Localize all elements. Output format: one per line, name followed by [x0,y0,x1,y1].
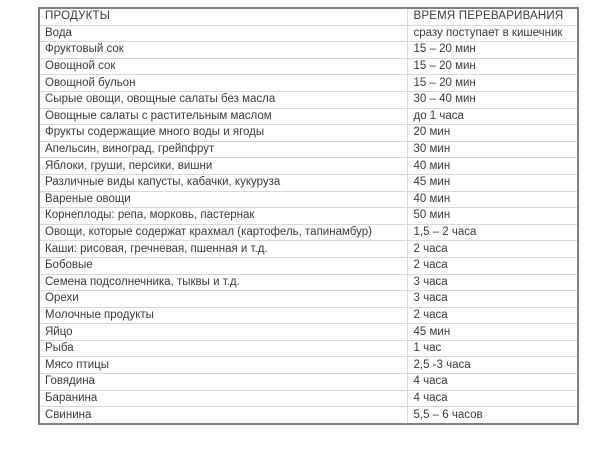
table-row [39,208,578,225]
time-cell: 45 мин [407,174,578,191]
time-cell: 4 часа [407,374,578,391]
column-header-time: ВРЕМЯ ПЕРЕВАРИВАНИЯ [407,8,578,25]
time-cell: 15 – 20 мин [407,42,578,59]
product-cell: Рыба [39,340,407,357]
table-row [39,340,578,357]
table-row [39,374,578,391]
time-cell: 15 – 20 мин [407,58,578,75]
table-row [39,191,578,208]
table-row [39,390,578,407]
table-row [39,75,578,92]
time-cell: 1,5 – 2 часа [407,224,578,241]
time-cell: 45 мин [407,324,578,341]
time-cell: 30 – 40 мин [407,91,578,108]
table-row [39,224,578,241]
time-cell: до 1 часа [407,108,578,125]
table-row [39,108,578,125]
product-cell: Орехи [39,291,407,308]
product-cell: Каши: рисовая, гречневая, пшенная и т.д. [39,241,407,258]
header-row [39,8,578,25]
product-cell: Яйцо [39,324,407,341]
product-cell: Овощные салаты с растительным маслом [39,108,407,125]
time-cell: 2 часа [407,257,578,274]
time-cell: 15 – 20 мин [407,75,578,92]
time-cell: 30 мин [407,141,578,158]
table-row [39,174,578,191]
product-cell: Фруктовый сок [39,42,407,59]
product-cell: Баранина [39,390,407,407]
time-cell: 50 мин [407,208,578,225]
table-row [39,58,578,75]
table-row [39,274,578,291]
product-cell: Апельсин, виноград, грейпфрут [39,141,407,158]
product-cell: Вареные овощи [39,191,407,208]
table-row [39,257,578,274]
table-row [39,357,578,374]
product-cell: Овощи, которые содержат крахмал (картофель, тапинамбур) [39,224,407,241]
time-cell: 40 мин [407,191,578,208]
time-cell: 2,5 -3 часа [407,357,578,374]
table-body [39,25,578,424]
time-cell: 5,5 – 6 часов [407,407,578,424]
table-row [39,25,578,42]
time-cell: 1 час [407,340,578,357]
product-cell: Яблоки, груши, персики, вишни [39,158,407,175]
table-row [39,291,578,308]
product-cell: Свинина [39,407,407,424]
table-row [39,307,578,324]
product-cell: Фрукты содержащие много воды и ягоды [39,125,407,142]
time-cell: 20 мин [407,125,578,142]
time-cell: 4 часа [407,390,578,407]
time-cell: сразу поступает в кишечник [407,25,578,42]
table-row [39,324,578,341]
time-cell: 3 часа [407,291,578,308]
table-header [39,8,578,25]
digestion-table [38,7,579,425]
product-cell: Бобовые [39,257,407,274]
table-row [39,42,578,59]
table-row [39,241,578,258]
product-cell: Молочные продукты [39,307,407,324]
product-cell: Мясо птицы [39,357,407,374]
product-cell: Вода [39,25,407,42]
table-row [39,125,578,142]
product-cell: Овощной бульон [39,75,407,92]
product-cell: Различные виды капусты, кабачки, кукуруза [39,174,407,191]
table-row [39,141,578,158]
product-cell: Корнеплоды: репа, морковь, пастернак [39,208,407,225]
column-header-products: ПРОДУКТЫ [39,8,407,25]
product-cell: Овощной сок [39,58,407,75]
table-row [39,407,578,424]
product-cell: Сырые овощи, овощные салаты без масла [39,91,407,108]
table-row [39,158,578,175]
table-row [39,91,578,108]
product-cell: Семена подсолнечника, тыквы и т.д. [39,274,407,291]
time-cell: 3 часа [407,274,578,291]
time-cell: 2 часа [407,307,578,324]
product-cell: Говядина [39,374,407,391]
digestion-table-container [38,7,579,425]
time-cell: 40 мин [407,158,578,175]
time-cell: 2 часа [407,241,578,258]
